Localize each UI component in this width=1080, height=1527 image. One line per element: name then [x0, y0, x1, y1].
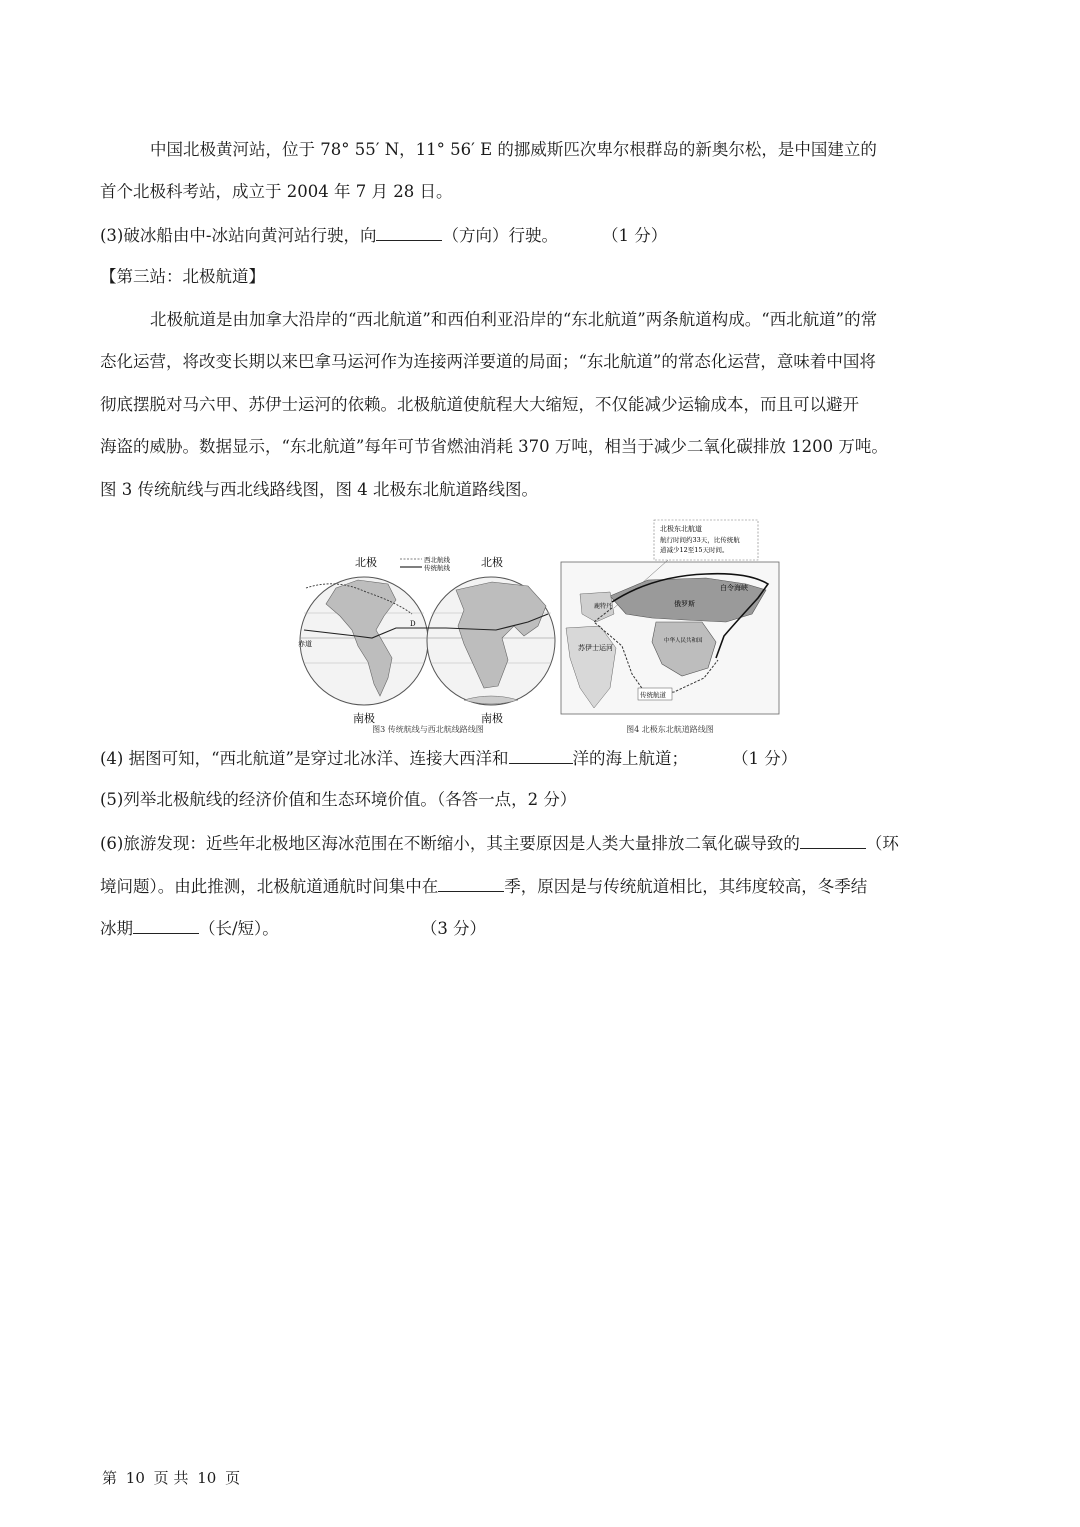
- footer-total-pages: 10: [197, 1469, 217, 1487]
- rotterdam-label: 鹿特丹: [594, 603, 613, 610]
- question-6-text-4: 冰期: [100, 919, 133, 938]
- question-4-text-after: 洋的海上航道；: [572, 749, 688, 768]
- label-d: D: [410, 620, 416, 628]
- paragraph-1-line-2: 首个北极科考站，成立于 2004 年 7 月 28 日。: [100, 182, 453, 201]
- callout-line-2: 道减少12至15天时间。: [660, 546, 729, 554]
- question-5: (5)列举北极航线的经济价值和生态环境价值。（各答一点，2 分）: [100, 790, 577, 809]
- question-6-text-3: 季，原因是与传统航道相比，其纬度较高，冬季结: [504, 877, 868, 896]
- footer-page-number: 10: [125, 1469, 145, 1487]
- question-3-text-after: （方向）行驶。: [442, 226, 558, 245]
- footer-mid: 页 共: [153, 1469, 189, 1487]
- answer-blank[interactable]: [800, 832, 866, 849]
- route-maps-svg: [296, 518, 782, 734]
- paragraph-2-line-5: 图 3 传统航线与西北线路线图，图 4 北极东北航道路线图。: [100, 480, 538, 499]
- legend-nw-label: 西北航线: [424, 556, 450, 564]
- footer-prefix: 第: [102, 1469, 118, 1487]
- route-maps-figure: [296, 518, 782, 734]
- figure-4: [561, 520, 779, 734]
- question-3-text: (3)破冰船由中-冰站向黄河站行驶，向: [100, 226, 377, 245]
- answer-blank[interactable]: [376, 224, 442, 241]
- north-pole-label-right: 北极: [481, 556, 503, 569]
- north-pole-label-left: 北极: [355, 556, 377, 569]
- callout-line-1: 航行时间约33天，比传统航: [660, 536, 740, 544]
- question-4-score: （1 分）: [732, 749, 798, 768]
- answer-blank[interactable]: [438, 875, 504, 892]
- figure-3: [298, 555, 555, 734]
- question-3: [100, 224, 980, 247]
- legend-trad-label: 传统航线: [424, 564, 450, 572]
- footer-suffix: 页: [225, 1469, 241, 1487]
- question-4-text: (4) 据图可知，“西北航道”是穿过北冰洋、连接大西洋和: [100, 749, 509, 768]
- paragraph-2-line-1: 北极航道是由加拿大沿岸的“西北航道”和西伯利亚沿岸的“东北航道”两条航道构成。“西北航道”的常: [150, 310, 878, 329]
- paragraph-1-line-1: 中国北极黄河站，位于 78° 55′ N，11° 56′ E 的挪威斯匹次卑尔根群岛的新奥尔松，是中国建立的: [150, 140, 877, 159]
- traditional-route-label: 传统航道: [640, 691, 666, 699]
- answer-blank[interactable]: [509, 747, 573, 764]
- question-6-text-after: （环: [865, 834, 899, 853]
- paragraph-2-line-3: 彻底摆脱对马六甲、苏伊士运河的依赖。北极航道使航程大大缩短，不仅能减少运输成本，而且可以避开: [100, 395, 859, 414]
- bering-label: 白令海峡: [720, 584, 748, 592]
- question-6-text-5: （长/短）。: [199, 919, 279, 938]
- question-6-line-1: [100, 832, 980, 855]
- suez-label: 苏伊士运河: [578, 644, 613, 652]
- question-6-line-2: [100, 875, 980, 898]
- paragraph-2-line-4: 海盗的威胁。数据显示，“东北航道”每年可节省燃油消耗 370 万吨，相当于减少二氧化碳排放 1200 万吨。: [100, 437, 888, 456]
- south-pole-label-right: 南极: [481, 712, 503, 725]
- paragraph-2-line-2: 态化运营，将改变长期以来巴拿马运河作为连接两洋要道的局面；“东北航道”的常态化运营，意味着中国将: [100, 352, 876, 371]
- south-pole-label-left: 南极: [353, 712, 375, 725]
- question-6-text-2: 境问题）。由此推测，北极航道通航时间集中在: [100, 877, 439, 896]
- question-6-score: （3 分）: [420, 919, 487, 938]
- figure-4-caption: 图4 北极东北航道路线图: [626, 725, 714, 734]
- equator-label: 赤道: [298, 640, 312, 648]
- question-6-line-3: [100, 917, 980, 940]
- section-title: 【第三站：北极航道】: [100, 267, 265, 286]
- page-footer: [100, 1468, 242, 1488]
- callout-title: 北极东北航道: [660, 525, 702, 533]
- russia-label: 俄罗斯: [674, 600, 695, 608]
- question-6-text: (6)旅游发现：近些年北极地区海冰范围在不断缩小，其主要原因是人类大量排放二氧化碳导致的: [100, 834, 800, 853]
- figure-3-caption: 图3 传统航线与西北航线路线图: [372, 725, 484, 734]
- china-label: 中华人民共和国: [664, 638, 703, 644]
- answer-blank[interactable]: [133, 917, 199, 934]
- question-4: [100, 747, 980, 770]
- question-3-score: （1 分）: [601, 226, 668, 245]
